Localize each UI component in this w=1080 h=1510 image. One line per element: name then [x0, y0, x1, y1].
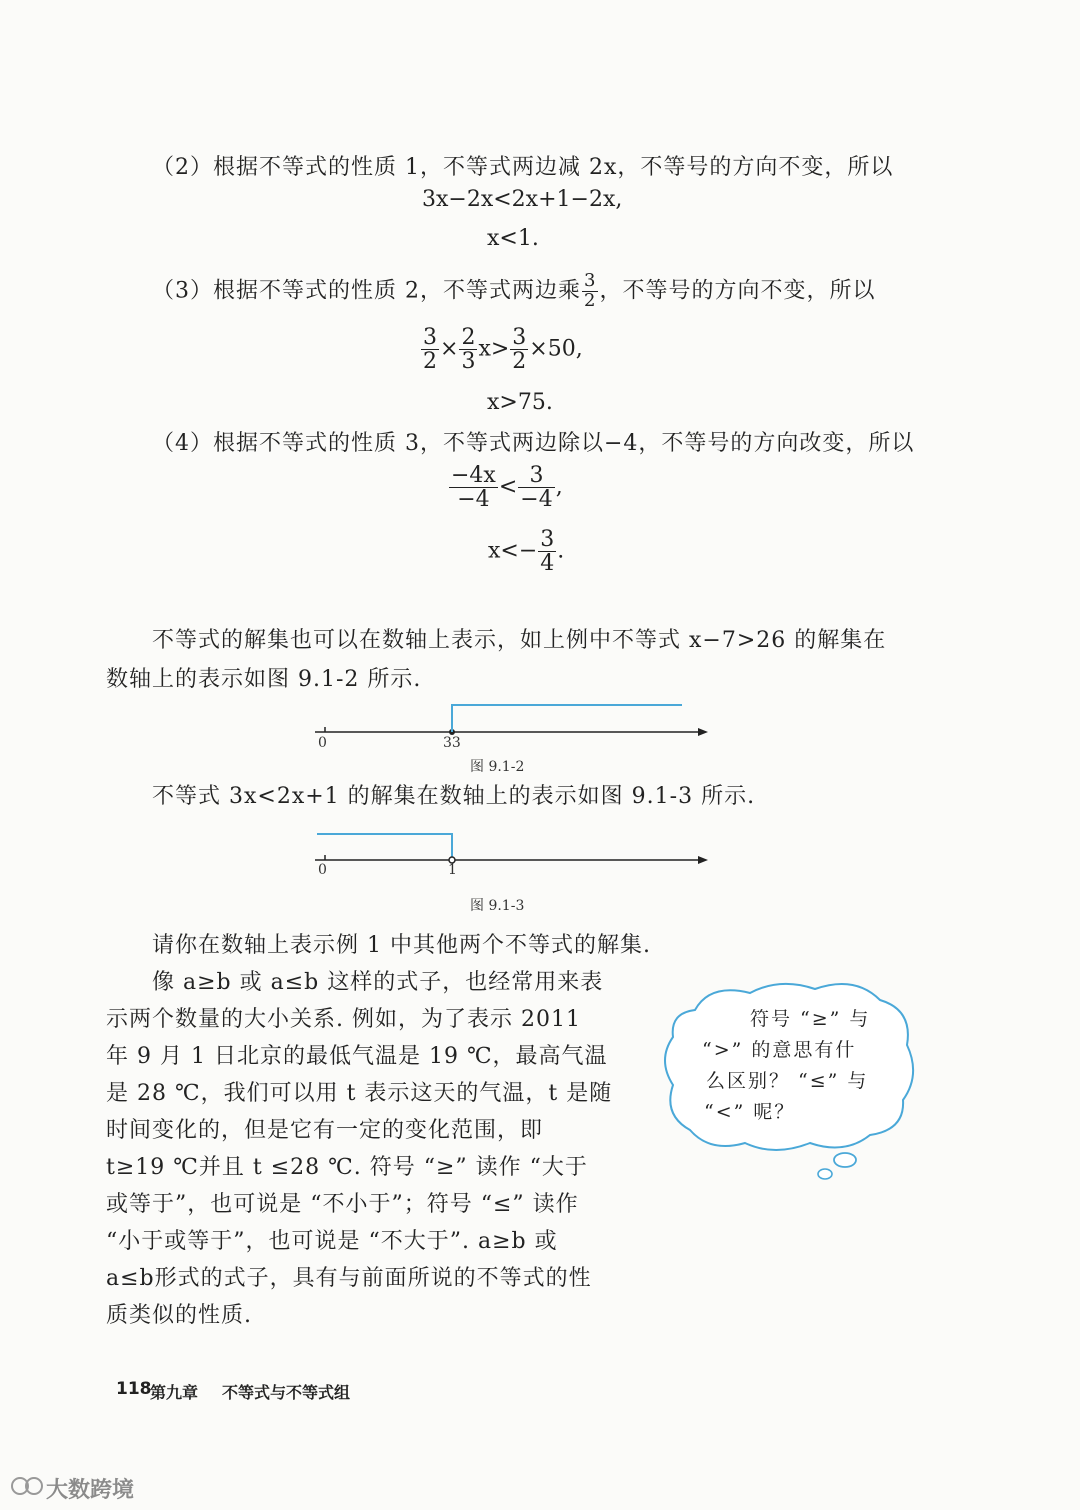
fraction-denominator: 3 — [461, 349, 476, 375]
page-number: 118 — [116, 1379, 152, 1399]
main-para-line-8: “小于或等于”，也可说是 “不大于”. a≥b 或 — [106, 1229, 558, 1254]
numberline-para-line1: 不等式的解集也可以在数轴上表示，如上例中不等式 x−7>26 的解集在 — [152, 628, 887, 653]
fraction — [538, 528, 556, 575]
main-para-line-3: 年 9 月 1 日北京的最低气温是 19 ℃，最高气温 — [106, 1044, 608, 1069]
part4-intro: （4）根据不等式的性质 3，不等式两边除以−4，不等号的方向改变，所以 — [152, 431, 915, 456]
numberline-para-line2: 数轴上的表示如图 9.1-2 所示. — [106, 667, 422, 692]
fraction — [459, 326, 477, 373]
less-than-sign: < — [498, 474, 518, 500]
exercise-line: 请你在数轴上表示例 1 中其他两个不等式的解集. — [152, 933, 651, 958]
solution-ray — [317, 834, 452, 857]
main-para-line-2: 示两个数量的大小关系. 例如，为了表示 2011 — [106, 1007, 581, 1032]
bubble-line-3: 么区别？ “≤” 与 — [706, 1070, 869, 1092]
part3-intro — [152, 272, 875, 311]
fraction-denominator: −4 — [457, 487, 490, 513]
fig2-mark-label: 1 — [448, 862, 457, 878]
part3-equation-1 — [420, 326, 583, 373]
part3-intro-fraction — [582, 272, 598, 311]
fig1-mark-label: 33 — [443, 735, 461, 751]
main-para-line-9: a≤b形式的式子，具有与前面所说的不等式的性 — [106, 1266, 592, 1291]
fraction-numerator: 3 — [423, 325, 437, 350]
equation-middle: x> — [478, 336, 510, 362]
main-para-line-5: 时间变化的，但是它有一定的变化范围，即 — [106, 1118, 544, 1143]
fraction-denominator: 2 — [584, 289, 597, 311]
watermark-logo-icon — [8, 1472, 48, 1500]
bubble-dot-small — [818, 1169, 832, 1179]
watermark-text: 大数跨境 — [46, 1478, 135, 1503]
fig3-intro-line: 不等式 3x<2x+1 的解集在数轴上的表示如图 9.1-3 所示. — [152, 784, 756, 809]
fraction — [510, 326, 528, 373]
number-line-figure-2 — [300, 826, 720, 886]
equation-tail: . — [557, 538, 565, 564]
part2-intro: （2）根据不等式的性质 1，不等式两边减 2x，不等号的方向不变，所以 — [152, 155, 894, 180]
main-para-line-4: 是 28 ℃，我们可以用 t 表示这天的气温，t 是随 — [106, 1081, 613, 1106]
bubble-line-4: “<” 呢？ — [704, 1101, 796, 1123]
bubble-line-2: “>” 的意思有什 — [702, 1039, 857, 1061]
part2-equation-2: x<1. — [487, 226, 539, 251]
fig1-caption: 图 9.1-2 — [470, 759, 525, 775]
equation-tail: ×50, — [529, 336, 583, 362]
main-para-line-6: t≥19 ℃并且 t ≤28 ℃. 符号 “≥” 读作 “大于 — [106, 1155, 588, 1180]
bubble-dot-large — [834, 1153, 856, 1167]
times-sign: × — [440, 336, 459, 362]
main-para-line-1: 像 a≥b 或 a≤b 这样的式子，也经常用来表 — [152, 970, 604, 995]
part2-equation-1: 3x−2x<2x+1−2x, — [422, 187, 623, 212]
part3-equation-2: x>75. — [487, 390, 553, 415]
fraction — [449, 464, 498, 511]
fraction-numerator: −4x — [451, 463, 496, 488]
fraction-numerator: 2 — [461, 325, 476, 350]
equation-tail: , — [555, 474, 563, 500]
fraction — [518, 464, 554, 511]
fraction-numerator: 3 — [512, 325, 527, 350]
fraction-numerator: 3 — [584, 270, 597, 291]
number-line-figure-1 — [300, 695, 720, 755]
solution-ray — [452, 705, 682, 732]
fraction-denominator: 2 — [512, 349, 527, 375]
fraction-numerator: 3 — [540, 527, 555, 552]
chapter-title: 不等式与不等式组 — [222, 1383, 351, 1402]
fig1-zero-label: 0 — [318, 735, 327, 751]
fraction-denominator: 4 — [540, 551, 555, 577]
axis-arrow — [698, 728, 708, 736]
fig2-caption: 图 9.1-3 — [470, 898, 525, 914]
main-para-line-7: 或等于”，也可说是 “不小于”；符号 “≤” 读作 — [106, 1192, 579, 1217]
part4-equation-1 — [448, 464, 563, 511]
fraction-denominator: 2 — [423, 349, 437, 375]
part4-equation-2 — [488, 528, 564, 575]
fig2-zero-label: 0 — [318, 862, 327, 878]
fraction-denominator: −4 — [520, 487, 553, 513]
part3-intro-before: （3）根据不等式的性质 2，不等式两边乘 — [152, 278, 581, 304]
axis-arrow — [698, 856, 708, 864]
main-para-line-10: 质类似的性质. — [106, 1303, 252, 1328]
fraction-numerator: 3 — [518, 464, 554, 488]
equation-lead: x<− — [488, 538, 538, 564]
fraction — [421, 326, 439, 373]
chapter-label: 第九章 — [150, 1383, 199, 1402]
part3-intro-after: ，不等号的方向不变，所以 — [599, 278, 876, 304]
bubble-line-1: 符号 “≥” 与 — [750, 1008, 871, 1030]
